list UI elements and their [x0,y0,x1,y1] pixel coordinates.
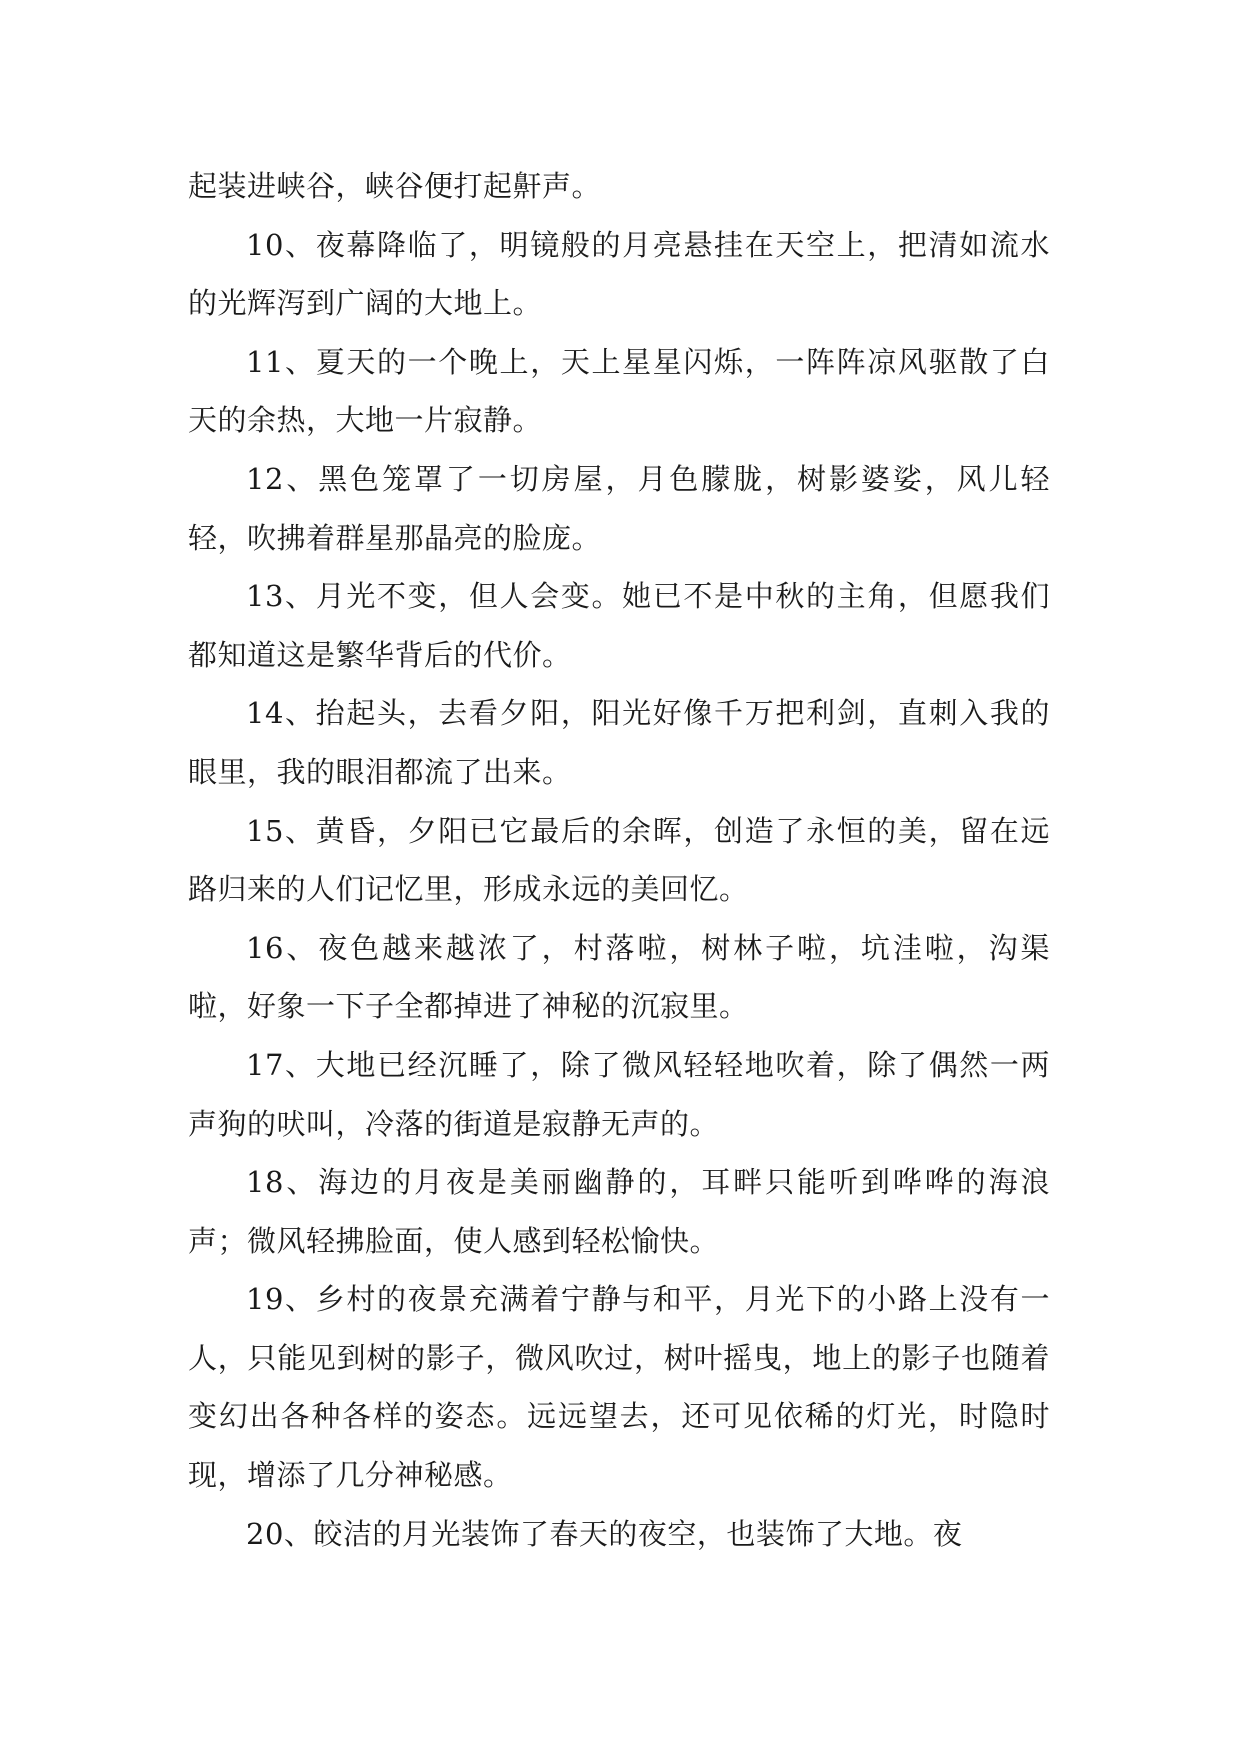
paragraph-item-19: 19、乡村的夜景充满着宁静与和平，月光下的小路上没有一人，只能见到树的影子，微风吹过，树叶摇曳，地上的影子也随着变幻出各种各样的姿态。远远望去，还可见依稀的灯光，时隐时现，增添了几分神秘感。 [188,1282,1050,1493]
paragraph-item-13: 13、月光不变，但人会变。她已不是中秋的主角，但愿我们都知道这是繁华背后的代价。 [188,579,1050,672]
paragraph-item-10: 10、夜幕降临了，明镜般的月亮悬挂在天空上，把清如流水的光辉泻到广阔的大地上。 [188,227,1050,321]
paragraph-item-11: 11、夏天的一个晚上，天上星星闪烁，一阵阵凉风驱散了白天的余热，大地一片寂静。 [188,344,1050,438]
paragraph-item-14: 14、抬起头，去看夕阳，阳光好像千万把利剑，直刺入我的眼里，我的眼泪都流了出来。 [188,696,1050,789]
paragraph-item-18: 18、海边的月夜是美丽幽静的，耳畔只能听到哗哗的海浪声；微风轻拂脸面，使人感到轻松愉快。 [188,1165,1050,1258]
paragraph-item-12: 12、黑色笼罩了一切房屋，月色朦胧，树影婆娑，风儿轻轻，吹拂着群星那晶亮的脸庞。 [188,461,1050,555]
paragraph-item-17: 17、大地已经沉睡了，除了微风轻轻地吹着，除了偶然一两声狗的吠叫，冷落的街道是寂静无声的。 [188,1047,1050,1141]
paragraph-continuation: 起装进峡谷，峡谷便打起鼾声。 [188,169,602,203]
paragraph-item-16: 16、夜色越来越浓了，村落啦，树林子啦，坑洼啦，沟渠啦，好象一下子全都掉进了神秘的沉寂里。 [188,930,1050,1024]
paragraph-item-20: 20、皎洁的月光装饰了春天的夜空，也装饰了大地。夜 [246,1516,963,1551]
document-body [188,157,1050,1563]
paragraph-item-15: 15、黄昏，夕阳已它最后的余晖，创造了永恒的美，留在远路归来的人们记忆里，形成永远的美回忆。 [188,813,1050,907]
